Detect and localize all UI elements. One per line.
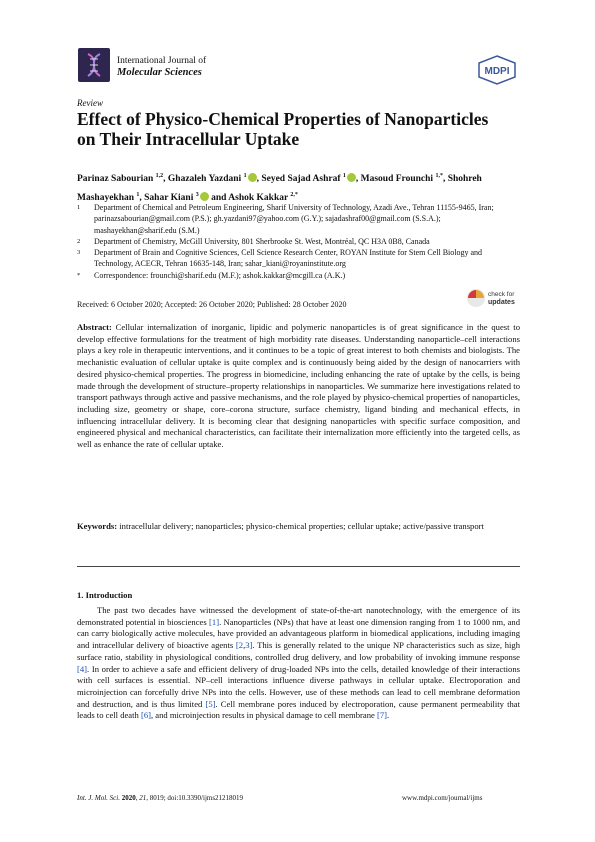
article-type: Review xyxy=(77,98,103,108)
abstract xyxy=(77,322,520,451)
author-affil-sup: 1 xyxy=(342,173,346,179)
author-list: Parinaz Sabourian $^{1,2}$, Ghazaleh Yazdani $^1$ , Seyed Sajad Ashraf $^1$ , Masoud Frounchi $^{1,*}$, Shohreh Mashayekhan $^1$, Sahar Kiani $^3$ and Ashok Kakkar $^{2,*}$ xyxy=(77,173,482,204)
intro-text: The past two decades have witnessed the development of state-of-the-art nanotechnology, with the emergence of its demonstrated potential in biosciences xyxy=(77,605,520,627)
reference-link[interactable]: [5] xyxy=(205,698,216,709)
journal-name xyxy=(117,55,206,79)
check-updates-icon xyxy=(466,288,486,308)
abstract-label: Abstract: xyxy=(77,322,112,332)
author-name: Shohreh Mashayekhan xyxy=(77,174,482,204)
abstract-text: Cellular internalization of inorganic, lipidic and polymeric nanoparticles is of great significance in the quest to develop effective formulations for the treatment of high morbidity rate diseases. Understanding nanoparticle–cell interactions plays a key role in therapeutic interventions, and it continues to be a topic of great interest to both chemists and biologists. The mechanistic evaluation of cellular uptake is quite complex and is continuously being aided by the design of nanocarriers with desired physico-chemical properties. The progress in biomedicine, including enhancing the rate of uptake by the cells, is being made through the development of structure–property relationships in nanoparticles. We summarize here investigations related to transport pathways through active and passive mechanisms, and the role played by physico-chemical properties of nanoparticles, including size, geometry or shape, core–corona structure, surface chemistry, ligand binding and mechanical effects, in influencing intracellular delivery. It is becoming clear that designing nanoparticles with specific surface composition, and engineered physical and mechanical characteristics, can facilitate their internalization more efficiently into the targeted cells, as well as enhance the rate of cellular uptake. xyxy=(77,322,520,450)
journal-name-line1: International Journal of xyxy=(117,56,207,66)
affiliation-text: Department of Chemical and Petroleum Engineering, Sharif University of Technology, Azadi Ave., Tehran 11155-9465, Iran; parinazsabourian@gmail.com (P.S.); gh.yazdani97@yahoo.com (G.Y.); sajadashraf00@gmail.com (S.S.A.); mashayekhan@sharif.edu (S.M.) xyxy=(94,203,494,235)
orcid-icon[interactable] xyxy=(200,192,209,201)
author-name: Parinaz Sabourian xyxy=(77,174,154,185)
reference-link[interactable]: [1] xyxy=(209,616,220,627)
footer-year: 2020 xyxy=(121,794,136,802)
author-name: Ashok Kakkar xyxy=(228,193,289,204)
author-affil-sup: 3 xyxy=(195,192,199,199)
author-name: Ghazaleh Yazdani xyxy=(167,174,242,185)
affiliation-item xyxy=(77,236,522,247)
affiliation-item xyxy=(77,202,522,236)
orcid-icon[interactable] xyxy=(347,173,356,182)
affiliation-text: Department of Chemistry, McGill University, 801 Sherbrooke St. West, Montréal, QC H3A 0B8, Canada xyxy=(94,236,430,246)
reference-link[interactable]: [2 xyxy=(235,640,244,651)
author-affil-sup: 1 xyxy=(136,192,140,199)
section-heading: 1. Introduction xyxy=(77,590,133,600)
article-title: Effect of Physico-Chemical Properties of Nanoparticles on Their Intracellular Uptake xyxy=(77,109,489,149)
intro-text: . Cell membrane pores induced by electroporation, cause permanent permeability that leads to cell death xyxy=(77,698,520,721)
orcid-icon[interactable] xyxy=(248,173,257,182)
author-affil-sup: 1,* xyxy=(435,173,443,179)
affiliation-item xyxy=(77,247,522,270)
check-for-updates-button[interactable] xyxy=(466,288,520,310)
affiliation-number: 3 xyxy=(77,249,81,257)
keywords-label: Keywords: xyxy=(77,521,118,531)
footer-citation: Int. J. Mol. Sci. 2020, 21, 8019; doi:10.3390/ijms21218019 xyxy=(77,794,244,802)
author-affil-sup: 1,2 xyxy=(155,173,164,179)
reference-link[interactable]: [4] xyxy=(77,663,88,674)
check-updates-line1: check for xyxy=(488,291,515,298)
section-divider xyxy=(77,566,520,567)
author-name: Seyed Sajad Ashraf xyxy=(261,174,341,185)
keywords xyxy=(77,521,520,533)
journal-name-line2: Molecular Sciences xyxy=(117,67,202,78)
check-updates-line2: updates xyxy=(488,298,515,306)
intro-text: , and microinjection results in physical damage to cell membrane xyxy=(150,710,377,721)
footer-url[interactable]: www.mdpi.com/journal/ijms xyxy=(402,794,483,802)
journal-logo xyxy=(78,48,110,82)
reference-link[interactable]: [6] xyxy=(140,710,151,721)
reference-link[interactable]: 3] xyxy=(245,640,253,651)
author-name: Masoud Frounchi xyxy=(360,174,434,185)
author-affil-sup: 1 xyxy=(243,173,247,179)
intro-text: . In order to achieve a safe and efficient delivery of drug-loaded NPs into the cells, detailed knowledge of their interactions with cell surfaces is essential. NP–cell interactions influence diverse pathways in cellular uptake. Electroporation and microinjection can forcefully drive NPs into the cells. However, use of these methods can lead to cell membrane deformation and destruction, and is thus limited xyxy=(77,663,520,709)
footer-doi: , 8019; doi:10.3390/ijms21218019 xyxy=(146,794,244,802)
affiliation-text: Department of Brain and Cognitive Sciences, Cell Science Research Center, ROYAN Institute for Stem Cell Biology and Technology, ACECR, Tehran 16635-148, Iran; sahar_kiani@royaninstitute.org xyxy=(94,248,483,269)
affiliation-number: 1 xyxy=(77,204,81,211)
introduction-paragraph xyxy=(77,605,520,722)
author-name: Sahar Kiani xyxy=(144,193,194,204)
affiliation-item xyxy=(77,270,522,281)
intro-text: . This is generally related to the unique NP characteristics such as size, high surface ratio, stability in physiological conditions, controlled drug delivery, and low probability of invoking immune response xyxy=(77,640,521,662)
intro-text: , xyxy=(243,640,246,651)
publication-dates: Received: 6 October 2020; Accepted: 26 October 2020; Published: 28 October 2020 xyxy=(77,300,347,309)
intro-text: . Nanoparticles (NPs) that have at least one dimension ranging from 1 to 1000 nm, and can carry biologically active molecules, have provided an advantageous platform in biomedical applications, including imaging and intracellular delivery of bioactive agents xyxy=(77,616,520,651)
author-affil-sup: 2,* xyxy=(290,192,298,199)
correspondence-text: Correspondence: frounchi@sharif.edu (M.F.); ashok.kakkar@mcgill.ca (A.K.) xyxy=(94,270,346,280)
mdpi-logo-text: MDPI xyxy=(484,66,510,77)
footer-journal: Int. J. Mol. Sci. xyxy=(77,794,120,802)
intro-text: . xyxy=(387,710,390,721)
affiliation-number: 2 xyxy=(77,237,81,245)
reference-link[interactable]: [7] xyxy=(376,710,388,721)
affiliations xyxy=(77,202,522,281)
footer-volume: 21 xyxy=(139,794,147,802)
keywords-text: intracellular delivery; nanoparticles; physico-chemical properties; cellular uptake; active/passive transport xyxy=(119,521,484,531)
affiliation-number: * xyxy=(77,271,81,279)
mdpi-logo[interactable] xyxy=(475,55,519,85)
